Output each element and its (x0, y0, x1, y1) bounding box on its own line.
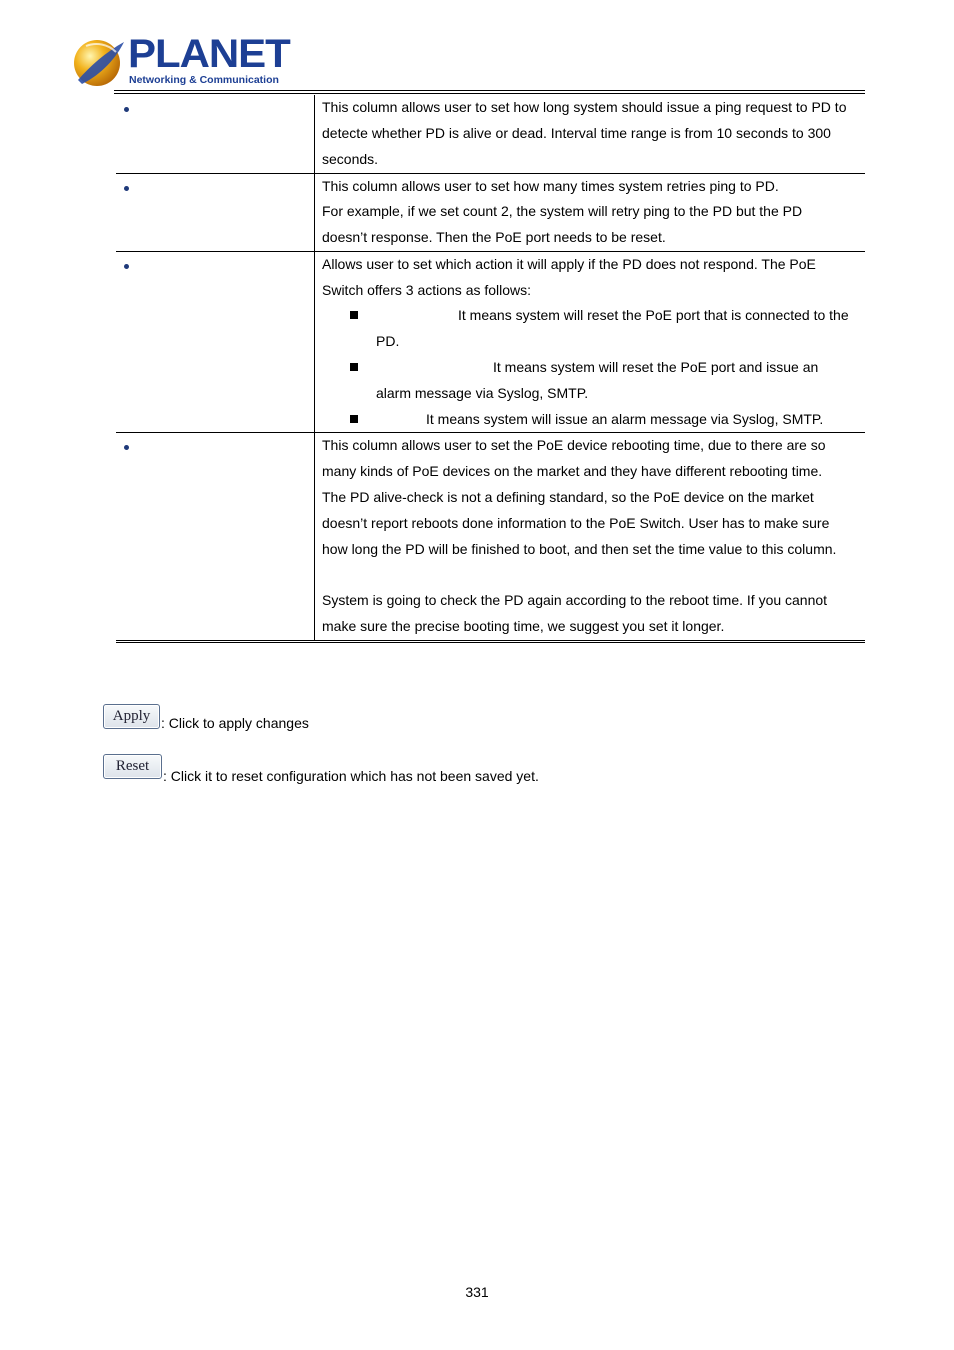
apply-button[interactable]: Apply (103, 704, 160, 729)
bullet-icon (124, 107, 129, 112)
header-rule (114, 90, 865, 91)
parameter-label-cell (116, 173, 315, 251)
parameter-description: This column allows user to set how many times system retries ping to PD. For example, if we set count 2, the system will retry ping to the PD but the PD doesn’t response. Then the PoE port needs to be reset. (322, 177, 803, 246)
bullet-icon (124, 186, 129, 191)
planet-logo (72, 32, 290, 90)
bullet-icon (124, 264, 129, 269)
table-row (116, 173, 865, 251)
reset-button[interactable]: Reset (103, 754, 162, 779)
square-bullet-icon (350, 415, 358, 423)
action-item: It means system will reset the PoE port that is connected to the (322, 303, 859, 329)
parameter-description: This column allows user to set the PoE device rebooting time, due to there are so many kinds of PoE devices on the market and they have different rebooting time. The PD alive-check is not a defining standard, so the PoE device on the market doesn’t report reboots done information to the PoE Switch. User has to make sure how long the PD will be finished to boot, and then set the time value to this column. System is going to check the PD again according to the reboot time. If you cannot make sure the precise booting time, we suggest you set it longer. (322, 437, 837, 635)
parameter-description: Allows user to set which action it will apply if the PD does not respond. The PoE Switch offers 3 actions as follows: It means system will reset the PoE port that is connected to the PD. It means system will reset the PoE port and issue an alarm message via Syslog, SMTP. It means system will issue an alarm message via Syslog, SMTP. (315, 251, 866, 433)
table-row (116, 95, 865, 173)
action-item: It means system will issue an alarm message via Syslog, SMTP. (322, 407, 859, 433)
parameter-label-cell (116, 433, 315, 641)
square-bullet-icon (350, 363, 358, 371)
action-item: It means system will reset the PoE port and issue an (322, 355, 859, 381)
globe-icon (72, 36, 126, 88)
square-bullet-icon (350, 311, 358, 319)
parameter-description: This column allows user to set how long system should issue a ping request to PD to detecte whether PD is alive or dead. Interval time range is from 10 seconds to 300 seconds. (322, 99, 847, 167)
page-number: 331 (465, 1284, 489, 1300)
bullet-icon (124, 445, 129, 450)
table-row (116, 433, 865, 641)
logo-tagline: Networking & Communication (129, 74, 279, 86)
reset-description: : Click it to reset configuration which has not been saved yet. (163, 768, 539, 784)
parameter-label-cell (116, 95, 315, 173)
header-rule-secondary (114, 93, 865, 94)
table-row (116, 251, 865, 433)
parameter-table (116, 95, 865, 643)
parameter-label-cell (116, 251, 315, 433)
apply-description: : Click to apply changes (161, 715, 309, 731)
logo-wordmark: PLANET (128, 32, 290, 76)
